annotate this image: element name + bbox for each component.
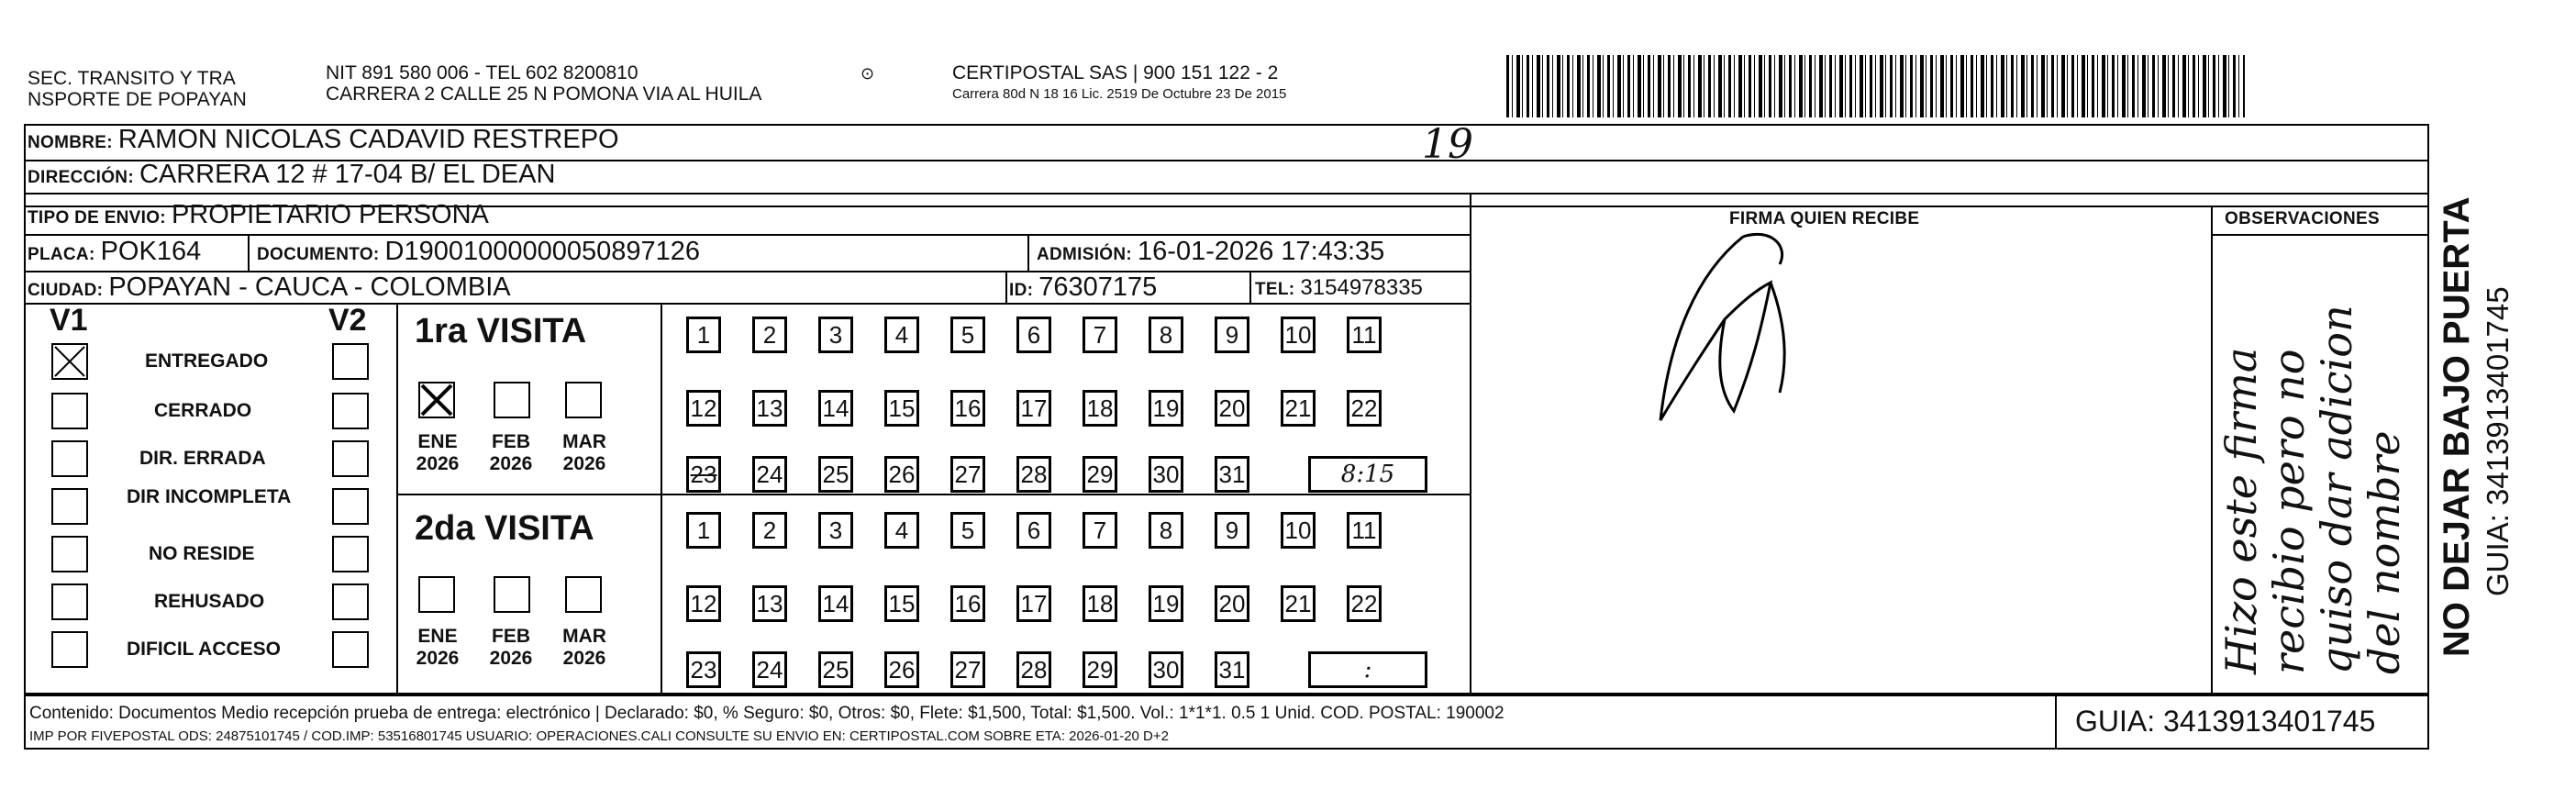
first-visit-day-12[interactable]: 12 [686, 390, 721, 427]
second-visit-day-30[interactable]: 30 [1149, 651, 1183, 688]
documento-field: DOCUMENTO: D19001000000050897126 [257, 237, 701, 266]
second-visit-day-8[interactable]: 8 [1149, 512, 1183, 549]
observation-line-4: del nombre [2359, 430, 2409, 674]
option-rehusado: REHUSADO [154, 591, 265, 612]
v1-month-mar-box[interactable] [565, 382, 602, 418]
v2-rehusado-checkbox[interactable] [332, 583, 369, 620]
second-visit-day-15[interactable]: 15 [884, 585, 919, 622]
ciudad-field: CIUDAD: POPAYAN - CAUCA - COLOMBIA [28, 272, 511, 302]
first-visit-day-7[interactable]: 7 [1083, 317, 1117, 353]
footer-guia: GUIA: 3413913401745 [2075, 705, 2376, 738]
no-dejar-bajo-puerta: NO DEJAR BAJO PUERTA [2437, 196, 2477, 657]
observation-line-3: quiso dar adicion [2312, 305, 2361, 674]
logo-icon: ⊙ [861, 64, 875, 83]
firma-label: FIRMA QUIEN RECIBE [1729, 209, 1920, 228]
second-visit-day-1[interactable]: 1 [686, 512, 721, 549]
v2-month-mar: MAR 2026 [562, 626, 606, 669]
second-visit-day-13[interactable]: 13 [752, 585, 787, 622]
second-visit-day-7[interactable]: 7 [1083, 512, 1117, 549]
first-visit-day-24[interactable]: 24 [752, 456, 787, 493]
first-visit-day-27[interactable]: 27 [950, 456, 985, 493]
second-visit-day-26[interactable]: 26 [884, 651, 919, 688]
v1-cerrado-checkbox[interactable] [51, 393, 88, 429]
second-visit-day-25[interactable]: 25 [818, 651, 853, 688]
second-visit-day-6[interactable]: 6 [1016, 512, 1051, 549]
v2-month-mar-box[interactable] [565, 576, 602, 613]
second-visit-day-9[interactable]: 9 [1215, 512, 1249, 549]
observaciones-label: OBSERVACIONES [2225, 209, 2380, 228]
v1-month-feb: FEB 2026 [489, 431, 533, 474]
option-dir-incompleta: DIR INCOMPLETA [127, 486, 292, 507]
first-visit-day-30[interactable]: 30 [1149, 456, 1183, 493]
first-visit-day-18[interactable]: 18 [1083, 390, 1117, 427]
recipient-signature [1633, 209, 1853, 439]
v2-no-reside-checkbox[interactable] [332, 536, 369, 572]
first-visit-day-3[interactable]: 3 [818, 317, 853, 353]
tipo-envio-field: TIPO DE ENVIO: PROPIETARIO PERSONA [28, 200, 489, 229]
first-visit-day-9[interactable]: 9 [1215, 317, 1249, 353]
check-x-icon [53, 345, 86, 378]
carrier-info: CERTIPOSTAL SAS | 900 151 122 - 2 Carrera 80d N 18 16 Lic. 2519 De Octubre 23 De 2015 [952, 62, 1287, 102]
v1-dificil-acceso-checkbox[interactable] [51, 631, 88, 668]
check-x-icon [420, 383, 453, 417]
first-visit-day-14[interactable]: 14 [818, 390, 853, 427]
second-visit-day-24[interactable]: 24 [752, 651, 787, 688]
option-dir-errada: DIR. ERRADA [139, 448, 266, 469]
v1-label: V1 [50, 303, 88, 338]
second-visit-day-20[interactable]: 20 [1215, 585, 1249, 622]
v1-rehusado-checkbox[interactable] [51, 583, 88, 620]
first-visit-day-22[interactable]: 22 [1347, 390, 1382, 427]
second-visit-day-28[interactable]: 28 [1016, 651, 1051, 688]
second-visit-day-19[interactable]: 19 [1149, 585, 1183, 622]
first-visit-day-26[interactable]: 26 [884, 456, 919, 493]
second-visit-title: 2da VISITA [415, 509, 594, 548]
second-visit-day-11[interactable]: 11 [1347, 512, 1382, 549]
second-visit-day-21[interactable]: 21 [1281, 585, 1316, 622]
id-field: ID: 76307175 [1009, 272, 1158, 302]
first-visit-day-19[interactable]: 19 [1149, 390, 1183, 427]
first-visit-day-29[interactable]: 29 [1083, 456, 1117, 493]
v2-dir-incompleta-checkbox[interactable] [332, 488, 369, 525]
observation-line-1: Hizo este firma [2216, 347, 2266, 674]
first-visit-day-5[interactable]: 5 [950, 317, 985, 353]
first-visit-day-20[interactable]: 20 [1215, 390, 1249, 427]
v1-month-feb-box[interactable] [494, 382, 530, 418]
v1-month-mar: MAR 2026 [562, 431, 606, 474]
first-visit-day-8[interactable]: 8 [1149, 317, 1183, 353]
placa-field: PLACA: POK164 [28, 237, 202, 266]
first-visit-day-25[interactable]: 25 [818, 456, 853, 493]
footer-imp: IMP POR FIVEPOSTAL ODS: 24875101745 / COD.IMP: 53516801745 USUARIO: OPERACIONES.CALI CONSULTE SU ENVIO EN: CERTIPOSTAL.COM SOBRE ETA: 2026-01-20 D+2 [29, 728, 1169, 744]
v2-label: V2 [328, 303, 367, 338]
sender-name: SEC. TRANSITO Y TRA NSPORTE DE POPAYAN [28, 68, 247, 110]
first-visit-day-15[interactable]: 15 [884, 390, 919, 427]
second-visit-day-18[interactable]: 18 [1083, 585, 1117, 622]
v2-entregado-checkbox[interactable] [332, 343, 369, 380]
admision-field: ADMISIÓN: 16-01-2026 17:43:35 [1037, 237, 1385, 266]
first-visit-day-16[interactable]: 16 [950, 390, 985, 427]
second-visit-day-29[interactable]: 29 [1083, 651, 1117, 688]
second-visit-day-3[interactable]: 3 [818, 512, 853, 549]
second-visit-time-box[interactable]: : [1308, 651, 1427, 688]
second-visit-day-10[interactable]: 10 [1281, 512, 1316, 549]
nombre-field: NOMBRE: RAMON NICOLAS CADAVID RESTREPO [28, 125, 619, 154]
option-cerrado: CERRADO [154, 400, 252, 421]
v1-entregado-checkbox[interactable] [51, 343, 88, 380]
v1-month-ene-box[interactable] [418, 382, 455, 418]
second-visit-day-31[interactable]: 31 [1215, 651, 1249, 688]
first-visit-day-13[interactable]: 13 [752, 390, 787, 427]
handwritten-number: 19 [1422, 121, 1473, 168]
barcode [1506, 55, 2245, 117]
v2-month-ene-box[interactable] [418, 576, 455, 613]
first-visit-time-box[interactable]: 8:15 [1308, 456, 1427, 493]
first-visit-day-10[interactable]: 10 [1281, 317, 1316, 353]
second-visit-day-22[interactable]: 22 [1347, 585, 1382, 622]
first-visit-day-2[interactable]: 2 [752, 317, 787, 353]
first-visit-day-4[interactable]: 4 [884, 317, 919, 353]
second-visit-day-2[interactable]: 2 [752, 512, 787, 549]
v2-month-ene: ENE 2026 [416, 626, 460, 669]
v2-month-feb: FEB 2026 [489, 626, 533, 669]
second-visit-day-16[interactable]: 16 [950, 585, 985, 622]
direccion-field: DIRECCIÓN: CARRERA 12 # 17-04 B/ EL DEAN [28, 160, 556, 189]
first-visit-day-17[interactable]: 17 [1016, 390, 1051, 427]
first-visit-day-6[interactable]: 6 [1016, 317, 1051, 353]
v2-dir-errada-checkbox[interactable] [332, 440, 369, 477]
observation-line-2: recibio pero no [2264, 349, 2314, 674]
v2-month-feb-box[interactable] [494, 576, 530, 613]
option-no-reside: NO RESIDE [149, 543, 255, 564]
v1-dir-errada-checkbox[interactable] [51, 440, 88, 477]
second-visit-day-27[interactable]: 27 [950, 651, 985, 688]
option-dificil-acceso: DIFICIL ACCESO [127, 639, 282, 660]
side-guia: GUIA: 3413913401745 [2481, 286, 2515, 596]
second-visit-day-5[interactable]: 5 [950, 512, 985, 549]
second-visit-day-12[interactable]: 12 [686, 585, 721, 622]
first-visit-day-23[interactable]: 23 [686, 456, 721, 493]
sender-nit: NIT 891 580 006 - TEL 602 8200810 CARRERA 2 CALLE 25 N POMONA VIA AL HUILA [326, 62, 762, 105]
first-visit-day-28[interactable]: 28 [1016, 456, 1051, 493]
footer-contents: Contenido: Documentos Medio recepción prueba de entrega: electrónico | Declarado: $0, % Seguro: $0, Otros: $0, Flete: $1,500, Total: $1,500. Vol.: 1*1*1. 0.5 1 Unid. COD. POSTAL: 190002 [29, 704, 1505, 723]
second-visit-day-14[interactable]: 14 [818, 585, 853, 622]
first-visit-day-11[interactable]: 11 [1347, 317, 1382, 353]
option-entregado: ENTREGADO [145, 350, 269, 372]
first-visit-day-1[interactable]: 1 [686, 317, 721, 353]
tel-field: TEL: 3154978335 [1255, 275, 1423, 300]
second-visit-day-23[interactable]: 23 [686, 651, 721, 688]
first-visit-day-21[interactable]: 21 [1281, 390, 1316, 427]
v1-month-ene: ENE 2026 [416, 431, 460, 474]
second-visit-day-17[interactable]: 17 [1016, 585, 1051, 622]
second-visit-day-4[interactable]: 4 [884, 512, 919, 549]
v2-cerrado-checkbox[interactable] [332, 393, 369, 429]
v1-dir-incompleta-checkbox[interactable] [51, 488, 88, 525]
first-visit-title: 1ra VISITA [415, 312, 587, 350]
first-visit-day-31[interactable]: 31 [1215, 456, 1249, 493]
v1-no-reside-checkbox[interactable] [51, 536, 88, 572]
v2-dificil-acceso-checkbox[interactable] [332, 631, 369, 668]
